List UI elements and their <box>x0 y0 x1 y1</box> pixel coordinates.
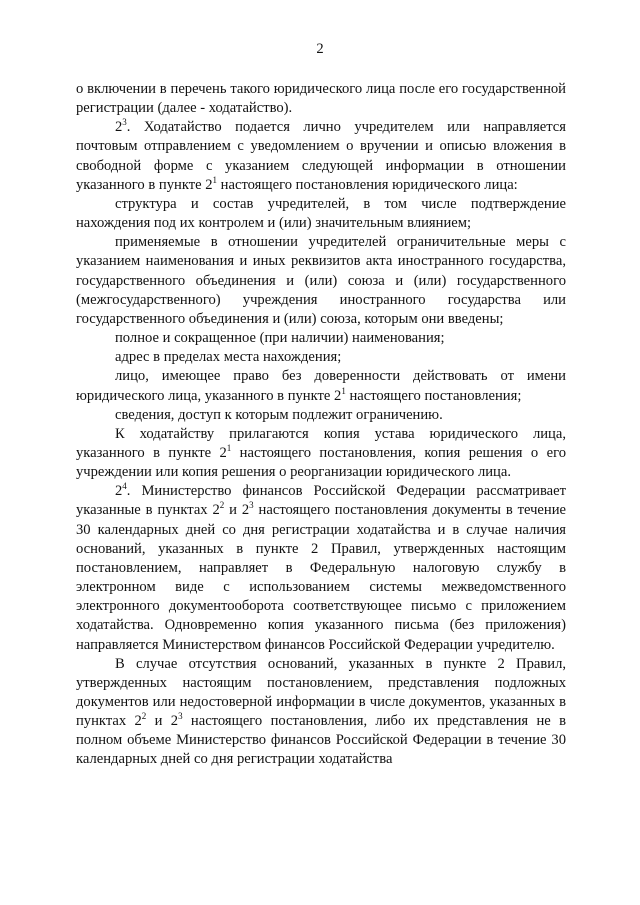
text-run: настоящего постановления, копия решения о его учреждении или копия решения о реорганизации юридического лица. <box>76 444 566 481</box>
text-run: о включении в перечень такого юридического лица после его государственной регистрации (далее - ходатайство). <box>76 81 566 117</box>
superscript-ref: 1 <box>341 385 346 396</box>
text-run: лицо, имеющее право без доверенности действовать от имени юридического лица, указанного в пункте 2 <box>76 368 566 404</box>
text-run: 2 <box>115 119 123 136</box>
text-run: структура и состав учредителей, в том числе подтверждение нахождения под их контролем и (или) значительным влиянием; <box>76 195 566 232</box>
page-number: 2 <box>316 41 324 57</box>
text-run: полное и сокращенное (при наличии) наименования; <box>115 330 445 347</box>
text-run: и 2 <box>146 713 179 730</box>
text-run: В случае отсутствия оснований, указанных в пункте 2 Правил, утвержденных настоящим постановлением, представления подложных документов или недостоверной информации в числе документов, указанных в пунктах 2 <box>76 655 566 730</box>
paragraph <box>76 329 566 348</box>
text-run: 2 <box>115 483 123 500</box>
text-run: . Министерство финансов Российской Федерации рассматривает указанные в пунктах 2 <box>76 483 566 519</box>
text-run: настоящего постановления документы в течение 30 календарных дней со дня регистрации ходатайства и в случае наличия оснований, указанных в пункте 2 Правил, утвержденных настоящим постановлением, направляет в Федеральную налоговую службу в электронном виде с использованием системы межведомственного электронного документооборота соответствующее письмо с приложением ходатайства. Одновременно копия указанного письма (без приложения) направляется Министерством финансов Российской Федерации учредителю. <box>76 502 566 653</box>
paragraph <box>76 233 566 329</box>
superscript-ref: 3 <box>249 500 254 511</box>
superscript-ref: 1 <box>212 174 218 185</box>
paragraph <box>76 80 566 118</box>
text-run: применяемые в отношении учредителей ограничительные меры с указанием наименования и иных реквизитов акта иностранного государства, государственного объединения и (или) союза и (или) государственного (межгосударственного) учреждения иностранного государства или государственного объединения и (или) союза, которым они введены; <box>76 234 566 327</box>
text-run: адрес в пределах места нахождения; <box>115 349 342 366</box>
superscript-ref: 1 <box>226 442 232 453</box>
paragraph <box>76 482 566 654</box>
text-run: и 2 <box>224 502 250 519</box>
text-run: настоящего постановления юридического лица: <box>217 176 518 193</box>
text-run: К ходатайству прилагаются копия устава юридического лица, указанного в пункте 2 <box>76 425 566 461</box>
text-run: сведения, доступ к которым подлежит ограничению. <box>115 406 443 423</box>
superscript-ref: 3 <box>122 117 127 128</box>
superscript-ref: 4 <box>122 481 127 492</box>
superscript-ref: 2 <box>219 500 225 511</box>
paragraph <box>76 348 566 367</box>
paragraph <box>76 195 566 233</box>
superscript-ref: 3 <box>178 711 183 722</box>
superscript-ref: 2 <box>141 711 147 722</box>
paragraph <box>76 406 566 425</box>
text-run: . Ходатайство подается лично учредителем или направляется почтовым отправлением с уведомлением о вручении и описью вложения в свободной форме с указанием следующей информации в отношении указанного в пункте 2 <box>76 119 566 193</box>
paragraph <box>76 655 566 770</box>
text-run: настоящего постановления, либо их представления не в полном объеме Министерство финансов Российской Федерации в течение 30 календарных дней со дня регистрации ходатайства <box>76 713 567 768</box>
paragraph <box>76 425 566 482</box>
text-run: настоящего постановления; <box>345 387 522 404</box>
paragraph <box>76 367 566 405</box>
paragraph <box>76 118 566 195</box>
document-body <box>76 80 566 770</box>
